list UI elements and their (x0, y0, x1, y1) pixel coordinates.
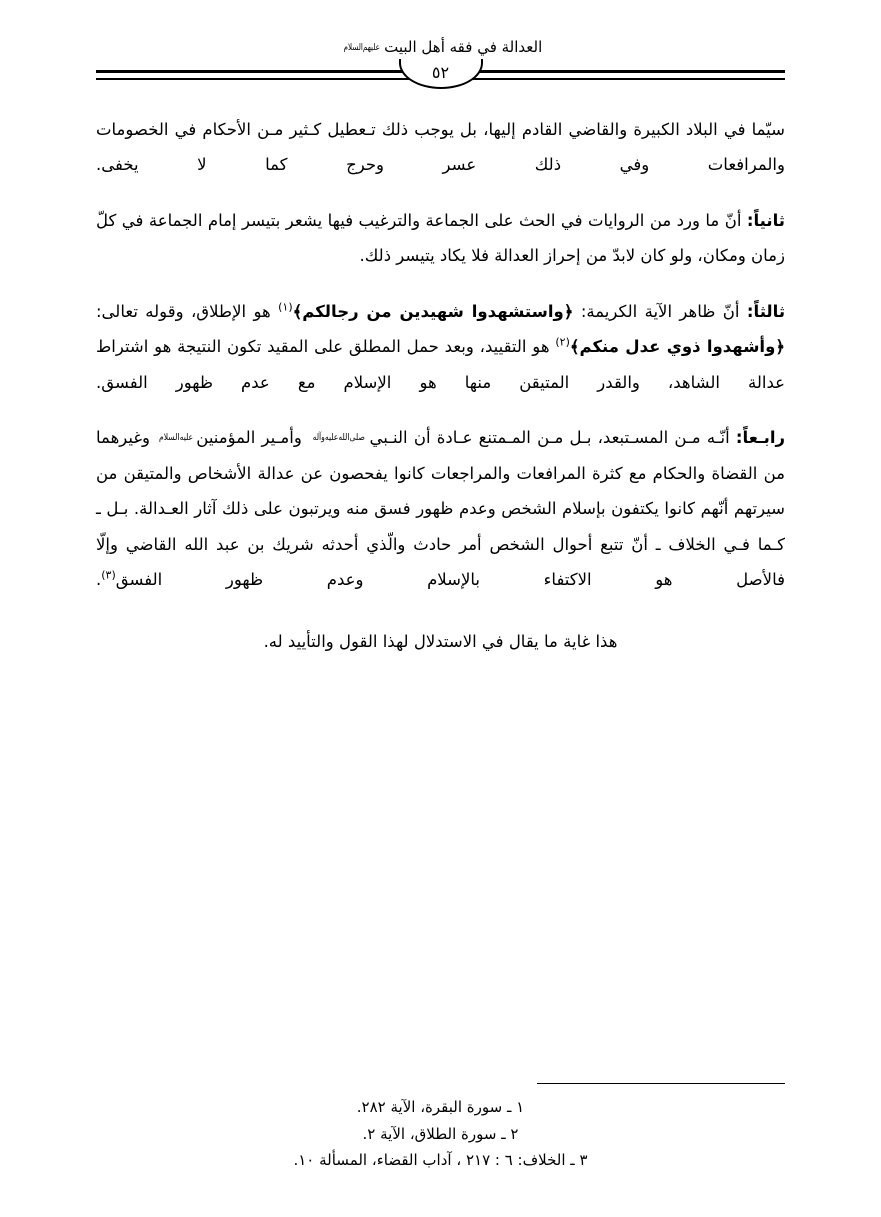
honorific-glyph: عليهم‌السلام (343, 43, 380, 53)
paragraph-4-text-c: وغيرهما من القضاة والحكام مع كثرة المرافعات والمراجعات كانوا يفحصون عن عدالة الأشخاص والمتيقن من سيرتهم أنّهم كانوا يكتفون بإسلام الشخص وعدم ظهور فسق منه ويرتبون على ذلك آثار العـدالة. بـل ـ كـما فـي الخلاف ـ أنّ تتبع أحوال الشخص أمر حادث والّذي أحدثه شريك بن عبد الله القاضي وإلّا فالأصل هو الاكتفاء بالإسلام وعدم ظهور الفسق (96, 428, 785, 590)
book-title (96, 38, 785, 56)
paragraph-4-text-d: . (96, 570, 102, 590)
paragraph-2-lead: ثانياً: (746, 210, 785, 230)
paragraph-3-text-a: أنّ ظاهر الآية الكريمة: (580, 301, 740, 321)
page-number: ٥٢ (399, 59, 483, 89)
honorific-imam-glyph: عليه‌السلام (159, 433, 194, 444)
paragraph-3-text-b: هو الإطلاق، وقوله تعالى: (96, 301, 271, 321)
quran-quote-1: ﴿واستشهدوا شهيدين من رجالكم﴾ (292, 301, 574, 321)
paragraph-3 (96, 294, 785, 400)
footnote-item: ٣ ـ الخلاف: ٦ : ٢١٧ ، آداب القضاء، المسألة ١٠. (293, 1150, 588, 1169)
paragraph-2 (96, 203, 785, 274)
paragraph-1 (96, 112, 785, 183)
footnote-separator (537, 1083, 785, 1084)
book-title-text: العدالة في فقه أهل البيت (384, 38, 543, 56)
footnote-item: ١ ـ سورة البقرة، الآية ٢٨٢. (356, 1098, 525, 1117)
paragraph-4 (96, 420, 785, 597)
header-rules (96, 63, 785, 90)
footnote-ref-3[interactable]: (٣) (101, 568, 116, 582)
honorific-prophet-glyph: صلى‌الله‌عليه‌وآله (312, 433, 365, 444)
page-content (96, 112, 785, 659)
paragraph-3-text-c: هو التقييد، وبعد حمل المطلق على المقيد تكون النتيجة هو اشتراط عدالة الشاهد، والقدر المتيقن منها هو الإسلام مع عدم ظهور الفسق. (96, 337, 785, 392)
paragraph-4-text-a: أنّـه مـن المسـتبعد، بـل مـن المـمتنع عـادة أن النـبي (369, 428, 730, 448)
paragraph-2-text: أنّ ما ورد من الروايات في الحث على الجماعة والترغيب فيها يشعر بتيسر إمام الجماعة في كلّ زمان ومكان، ولو كان لابدّ من إحراز العدالة فلا يكاد يتيسر ذلك. (96, 210, 785, 266)
paragraph-4-lead: رابـعاً: (735, 428, 786, 448)
footnotes-section (96, 1083, 785, 1173)
paragraph-4-text-b: وأمـير المؤمنين (196, 428, 302, 448)
footnote-ref-1[interactable]: (١) (278, 300, 293, 314)
page-header (96, 0, 785, 62)
paragraph-5-text: هذا غاية ما يقال في الاستدلال لهذا القول والتأييد له. (263, 631, 618, 651)
paragraph-1-text: سيّما في البلاد الكبيرة والقاضي القادم إليها، بل يوجب ذلك تـعطيل كـثير مـن الأحكام في الخصومات والمرافعات وفي ذلك عسر وحرج كما لا يخفى. (96, 120, 785, 175)
footnote-item: ٢ ـ سورة الطلاق، الآية ٢. (362, 1124, 519, 1143)
paragraph-5 (96, 624, 785, 659)
quran-quote-2: ﴿وأشهدوا ذوي عدل منكم﴾ (569, 337, 786, 357)
paragraph-3-lead: ثالثاً: (746, 301, 786, 321)
footnote-ref-2[interactable]: (٢) (555, 335, 570, 349)
